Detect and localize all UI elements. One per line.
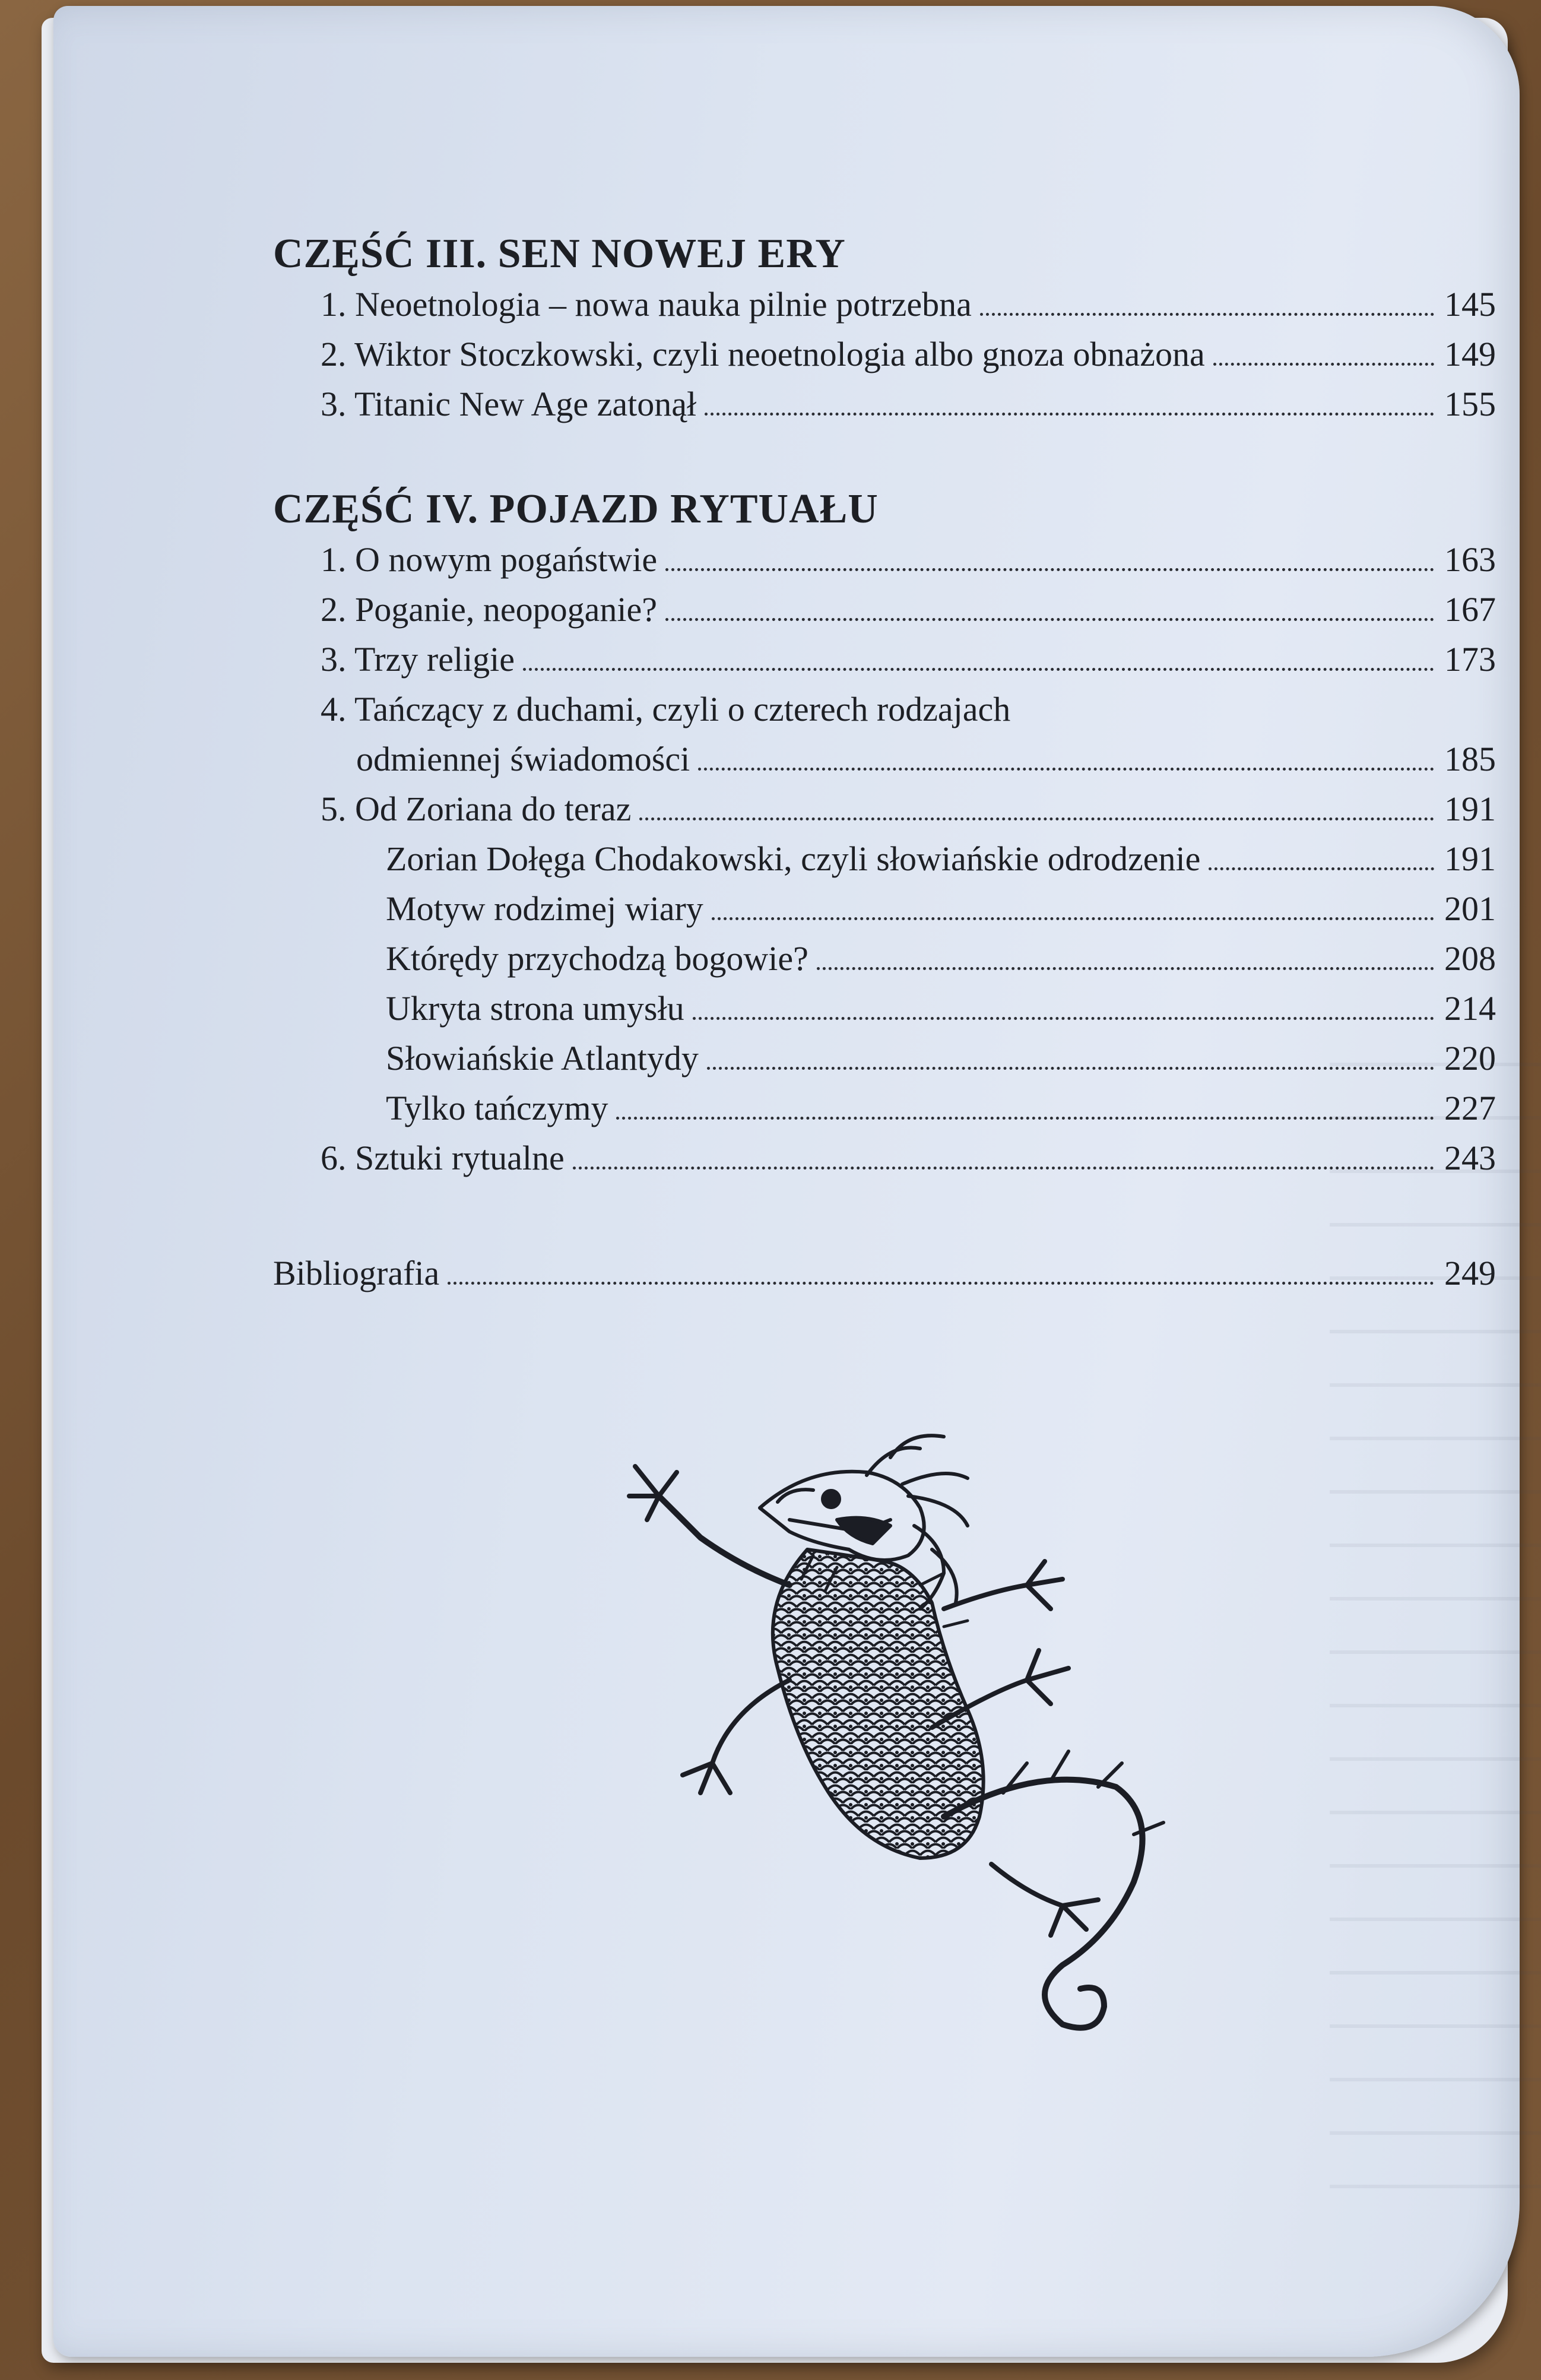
toc-entry [273, 784, 1496, 834]
entry-page: 167 [1444, 590, 1496, 629]
subentry-title: Motyw rodzimej wiary [386, 889, 703, 928]
bibliography-title: Bibliografia [273, 1254, 440, 1292]
entry-second-line [321, 734, 1496, 784]
entry-title: 6. Sztuki rytualne [321, 1139, 565, 1177]
bibliography-entry [273, 1248, 1496, 1298]
dot-leader [980, 312, 1434, 316]
dot-leader [1213, 362, 1434, 366]
subentry-title: Którędy przychodzą bogowie? [386, 939, 808, 978]
dot-leader [665, 568, 1434, 571]
dot-leader [707, 1066, 1434, 1070]
dot-leader [712, 917, 1434, 920]
part-3-block [273, 229, 1496, 429]
entry-page: 173 [1444, 640, 1496, 679]
entry-page: 163 [1444, 540, 1496, 579]
part-4-heading: CZĘŚĆ IV. POJAZD RYTUAŁU [273, 486, 879, 532]
dot-leader [705, 412, 1434, 416]
entry-title: 3. Titanic New Age zatonął [321, 385, 697, 423]
entry-title: 1. Neoetnologia – nowa nauka pilnie potrzebna [321, 285, 972, 324]
toc-entry [273, 1133, 1496, 1183]
toc-subentry [273, 984, 1496, 1034]
entry-title-line2: odmiennej świadomości [356, 740, 690, 778]
subentry-title: Ukryta strona umysłu [386, 989, 684, 1028]
subentry-title: Słowiańskie Atlantydy [386, 1039, 699, 1078]
entry-page: 243 [1444, 1139, 1496, 1177]
dragon-illustration-icon [611, 1431, 1276, 2060]
entry-title: 2. Wiktor Stoczkowski, czyli neoetnologia albo gnoza obnażona [321, 335, 1205, 373]
entry-title-line1: 4. Tańczący z duchami, czyli o czterech rodzajach [321, 690, 1011, 728]
toc-entry [273, 585, 1496, 635]
entry-page: 191 [1444, 790, 1496, 828]
entry-page: 155 [1444, 385, 1496, 423]
dot-leader [639, 817, 1434, 820]
subentry-page: 191 [1444, 839, 1496, 878]
toc-entry [273, 535, 1496, 585]
toc-entry [273, 379, 1496, 429]
entry-page: 185 [1444, 740, 1496, 778]
subentry-title: Zorian Dołęga Chodakowski, czyli słowiańskie odrodzenie [386, 839, 1201, 878]
toc-entry [273, 635, 1496, 684]
dot-leader [693, 1016, 1434, 1020]
part-3-heading: CZĘŚĆ III. SEN NOWEJ ERY [273, 231, 846, 277]
dot-leader [817, 966, 1434, 970]
dot-leader [616, 1116, 1434, 1120]
dot-leader [448, 1281, 1434, 1285]
entry-title: 2. Poganie, neopoganie? [321, 590, 657, 629]
dot-leader [698, 767, 1434, 771]
entry-page: 145 [1444, 285, 1496, 324]
subentry-page: 201 [1444, 889, 1496, 928]
subentry-page: 220 [1444, 1039, 1496, 1078]
entry-title: 5. Od Zoriana do teraz [321, 790, 632, 828]
subentry-title: Tylko tańczymy [386, 1089, 608, 1127]
entry-page: 149 [1444, 335, 1496, 373]
subentry-page: 208 [1444, 939, 1496, 978]
part-4-block [273, 484, 1496, 1183]
dot-leader [523, 667, 1434, 671]
entry-title: 1. O nowym pogaństwie [321, 540, 658, 579]
dot-leader [573, 1166, 1434, 1170]
toc-subentry [273, 1034, 1496, 1083]
entry-title: 3. Trzy religie [321, 640, 515, 679]
toc-entry [273, 280, 1496, 329]
toc-subentry [273, 1083, 1496, 1133]
table-of-contents [273, 229, 1496, 1298]
toc-subentry [273, 934, 1496, 984]
subentry-page: 214 [1444, 989, 1496, 1028]
toc-subentry [273, 834, 1496, 884]
dot-leader [665, 617, 1434, 621]
toc-entry-two-line [273, 684, 1496, 784]
bibliography-page: 249 [1444, 1254, 1496, 1292]
book-page [53, 6, 1520, 2357]
dot-leader [1209, 867, 1434, 870]
toc-entry [273, 329, 1496, 379]
subentry-page: 227 [1444, 1089, 1496, 1127]
toc-subentry [273, 884, 1496, 934]
